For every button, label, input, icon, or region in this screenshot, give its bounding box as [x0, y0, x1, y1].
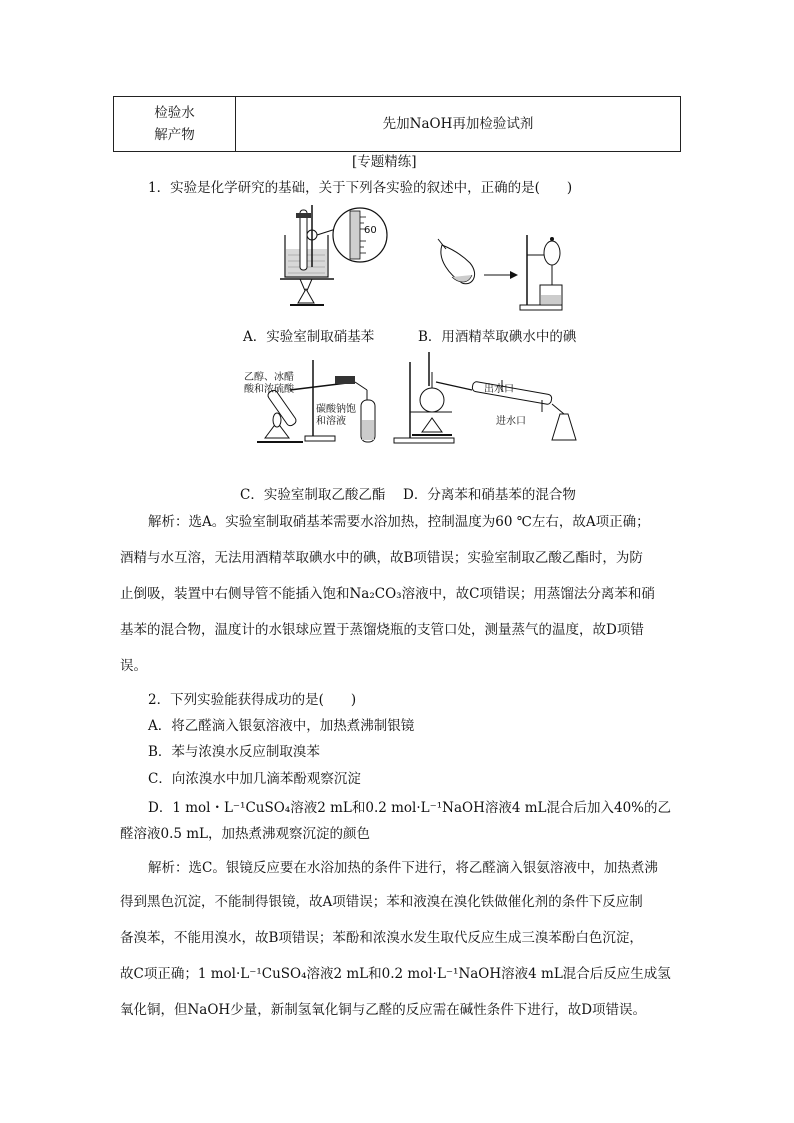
- q1-analysis-line: 基苯的混合物，温度计的水银球应置于蒸馏烧瓶的支管口处，测量蒸气的温度，故D项错: [120, 622, 644, 638]
- section-title: [专题精练]: [352, 154, 417, 170]
- q1-analysis-line: 酒精与水互溶，无法用酒精萃取碘水中的碘，故B项错误；实验室制取乙酸乙酯时，为防: [120, 550, 643, 566]
- q2-analysis-line: 备溴苯，不能用溴水，故B项错误；苯酚和浓溴水发生取代反应生成三溴苯酚白色沉淀，: [120, 930, 643, 946]
- table-value-cell: 先加NaOH再加检验试剂: [236, 97, 681, 152]
- q1-analysis-line: 解析：选A。实验室制取硝基苯需要水浴加热，控制温度为60 ℃左右，故A项正确；: [148, 514, 650, 530]
- q2-option: D．1 mol・L⁻¹CuSO₄溶液2 mL和0.2 mol·L⁻¹NaOH溶液4 mL混合后加入40%的乙: [148, 800, 672, 816]
- label-sodium-2: 和溶液: [316, 416, 346, 427]
- table-header-line-2: 解产物: [154, 127, 195, 143]
- q1-analysis-line: 止倒吸，装置中右侧导管不能插入饱和Na₂CO₃溶液中，故C项错误；用蒸馏法分离苯和硝: [120, 586, 655, 602]
- label-outlet: 出水口: [484, 384, 514, 395]
- table-header-line-1: 检验水: [154, 105, 195, 121]
- q2-analysis-line: 得到黑色沉淀，不能制得银镜，故A项错误；苯和液溴在溴化铁做催化剂的条件下反应制: [120, 894, 643, 910]
- table-header-cell: [114, 97, 236, 152]
- q2-analysis-line: 解析：选C。银镜反应要在水浴加热的条件下进行，将乙醛滴入银氨溶液中，加热煮沸: [148, 860, 658, 876]
- label-reagents-2: 酸和浓硫酸: [244, 384, 294, 395]
- q1-option-b: B．用酒精萃取碘水中的碘: [418, 329, 577, 345]
- reference-table: [113, 96, 681, 152]
- q2-option: B．苯与浓溴水反应制取溴苯: [148, 744, 320, 760]
- thermometer-zoom: [330, 205, 390, 265]
- q1-stem: 1．实验是化学研究的基础，关于下列各实验的叙述中，正确的是( ): [148, 180, 573, 196]
- q1-option-c: C．实验室制取乙酸乙酯: [240, 487, 386, 503]
- q2-option: 醛溶液0.5 mL，加热煮沸观察沉淀的颜色: [120, 826, 371, 842]
- label-inlet: 进水口: [496, 416, 526, 427]
- thermometer-reading: 60: [364, 225, 377, 236]
- figure-b-extraction: [432, 235, 572, 315]
- label-sodium-1: 碳酸钠饱: [316, 404, 356, 415]
- q2-analysis-line: 氧化铜，但NaOH少量，新制氢氧化铜与乙醛的反应需在碱性条件下进行，故D项错误。: [120, 1002, 647, 1018]
- q2-stem: 2．下列实验能获得成功的是( ): [148, 692, 357, 708]
- q2-option: A．将乙醛滴入银氨溶液中，加热煮沸制银镜: [148, 718, 415, 734]
- q1-option-d: D．分离苯和硝基苯的混合物: [403, 487, 576, 503]
- q2-analysis-line: 故C项正确；1 mol·L⁻¹CuSO₄溶液2 mL和0.2 mol·L⁻¹NaOH溶液4 mL混合后反应生成氢: [120, 966, 671, 982]
- q1-option-a: A．实验室制取硝基苯: [243, 329, 375, 345]
- label-reagents-1: 乙醇、冰醋: [244, 372, 294, 383]
- q1-analysis-line: 误。: [120, 658, 147, 674]
- figure-d-distillation: [392, 352, 592, 447]
- q2-option: C．向浓溴水中加几滴苯酚观察沉淀: [148, 771, 361, 787]
